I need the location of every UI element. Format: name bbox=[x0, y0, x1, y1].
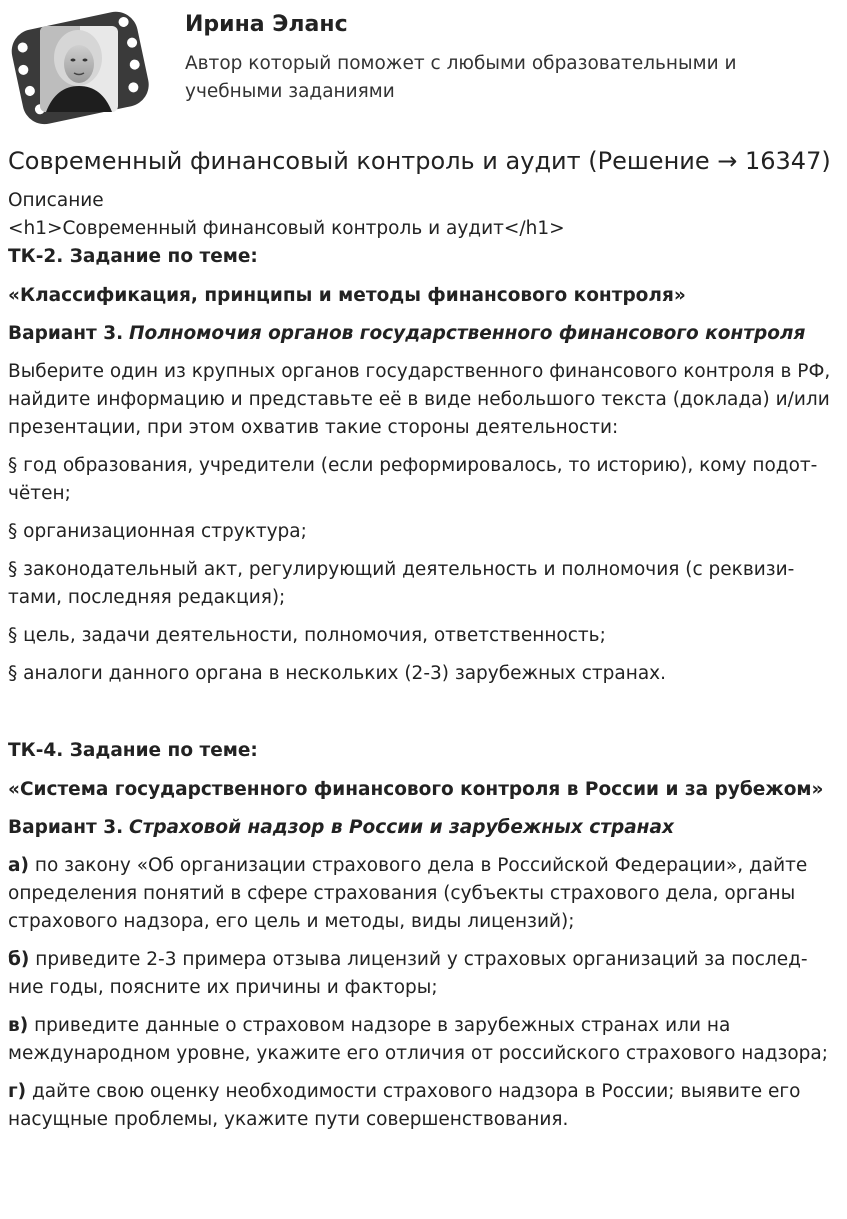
tk4-item-d bbox=[8, 1078, 843, 1134]
tk2-variant-title: Полномочия органов государственного финансового контроля bbox=[129, 323, 806, 344]
tk2-intro: Выберите один из крупных органов государственного финансового контроля в РФ, найдите информацию и представьте её в виде небольшого текста (доклада) и/или презентации, при этом охватив такие стороны деятельности: bbox=[8, 361, 831, 438]
page-title: Современный финансовый контроль и аудит (Решение → 16347) bbox=[8, 147, 831, 175]
tk4-heading: ТК-4. Задание по теме: bbox=[8, 740, 258, 761]
item-text: приведите 2-3 примера отзыва лицензий у страховых организаций за послед-ние годы, поясните их причины и факторы; bbox=[8, 949, 808, 998]
avatar-filmstrip-frame bbox=[6, 6, 154, 128]
description-label: Описание bbox=[8, 190, 104, 211]
tk4-variant bbox=[8, 814, 843, 842]
tk2-variant-prefix: Вариант 3. bbox=[8, 323, 124, 344]
author-bio: Автор который поможет с любыми образовательными и учебными заданиями bbox=[185, 53, 737, 102]
tk4-variant-title: Страховой надзор в России и зарубежных странах bbox=[129, 817, 674, 838]
tk4-variant-prefix: Вариант 3. bbox=[8, 817, 124, 838]
author-header bbox=[0, 0, 847, 130]
item-letter: б) bbox=[8, 949, 30, 970]
item-text: приведите данные о страховом надзоре в зарубежных странах или на международном уровне, укажите его отличия от российского страхового надзора; bbox=[8, 1015, 828, 1064]
raw-h1-text: <h1>Современный финансовый контроль и аудит</h1> bbox=[8, 218, 565, 239]
item-letter: г) bbox=[8, 1081, 27, 1102]
item-letter: а) bbox=[8, 855, 29, 876]
item-text: по закону «Об организации страхового дела в Российской Федерации», дайте определения понятий в сфере страхования (субъекты страхового дела, органы страхового надзора, его цель и методы, виды лицензий); bbox=[8, 855, 808, 932]
tk2-heading: ТК-2. Задание по теме: bbox=[8, 246, 258, 267]
tk2-topic: «Классификация, принципы и методы финансового контроля» bbox=[8, 285, 686, 306]
tk4-item-c bbox=[8, 1012, 843, 1068]
tk2-item: § организационная структура; bbox=[8, 521, 307, 542]
tk4-item-a bbox=[8, 852, 843, 936]
tk4-topic: «Система государственного финансового контроля в России и за рубежом» bbox=[8, 779, 824, 800]
author-name[interactable]: Ирина Эланс bbox=[185, 12, 348, 37]
tk2-item: § цель, задачи деятельности, полномочия, ответственность; bbox=[8, 625, 606, 646]
tk2-variant bbox=[8, 320, 843, 348]
item-letter: в) bbox=[8, 1015, 29, 1036]
tk2-item: § аналоги данного органа в нескольких (2-3) зарубежных странах. bbox=[8, 663, 667, 684]
tk4-item-b bbox=[8, 946, 843, 1002]
avatar-photo bbox=[40, 26, 118, 112]
tk2-item: § законодательный акт, регулирующий деятельность и полномочия (с реквизи-тами, последняя редакция); bbox=[8, 559, 795, 608]
tk2-item: § год образования, учредители (если реформировалось, то историю), кому подот-чётен; bbox=[8, 455, 818, 504]
item-text: дайте свою оценку необходимости страхового надзора в России; выявите его насущные проблемы, укажите пути совершенствования. bbox=[8, 1081, 801, 1130]
task-description bbox=[8, 187, 843, 1134]
avatar[interactable] bbox=[6, 6, 154, 128]
